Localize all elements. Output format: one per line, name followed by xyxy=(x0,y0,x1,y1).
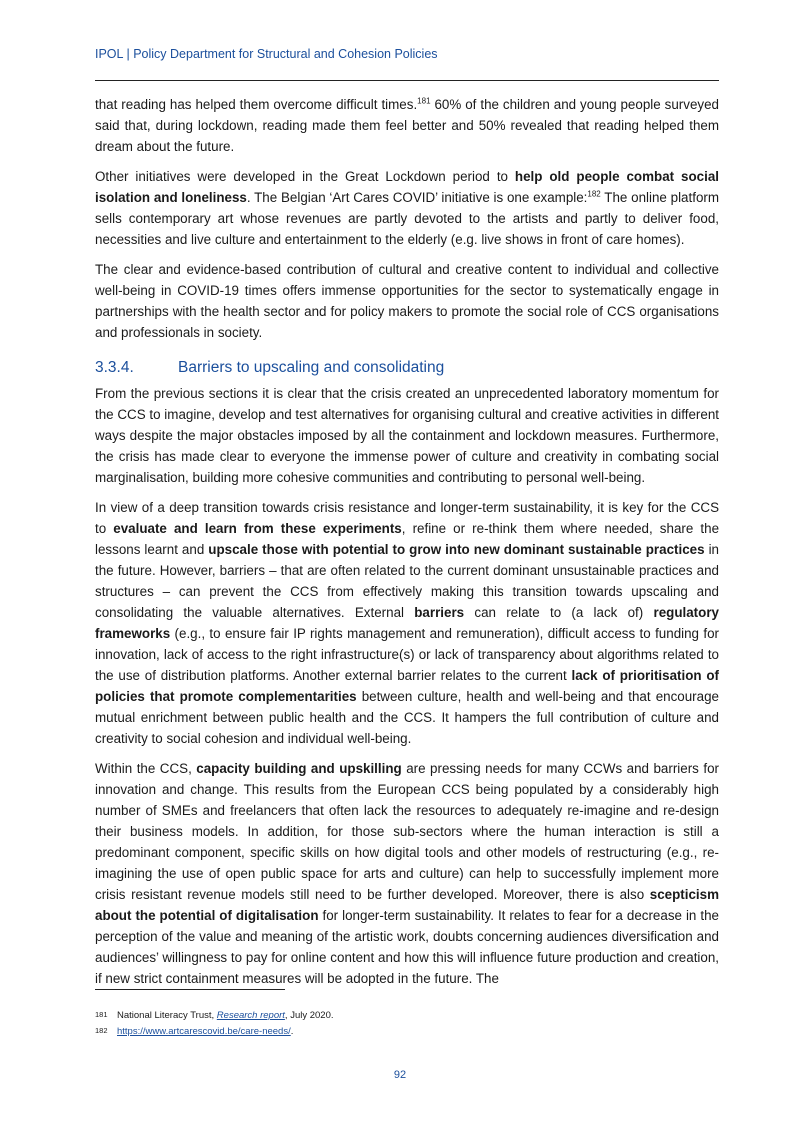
footnote-182: 182 https://www.artcarescovid.be/care-needs/. xyxy=(95,1024,334,1040)
section-number: 3.3.4. xyxy=(95,359,134,376)
main-body xyxy=(95,94,719,998)
paragraph-1: that reading has helped them overcome difficult times.$^{181}$ 60% of the children and young people surveyed said that, during lockdown, reading made them feel better and 50% revealed that reading helped them dream about the future. xyxy=(95,96,719,154)
section-title: Barriers to upscaling and consolidating xyxy=(178,359,445,376)
footnote-181: 181 National Literacy Trust, Research report, July 2020. xyxy=(95,1008,334,1024)
footnote-number: 181 xyxy=(95,1010,108,1019)
footnote-ref-181: 181 xyxy=(417,96,431,106)
header-divider xyxy=(95,80,719,81)
footnotes xyxy=(95,1008,334,1040)
paragraph-4: From the previous sections it is clear that the crisis created an unprecedented laboratory momentum for the CCS to imagine, develop and test alternatives for organising cultural and creative activities in different ways despite the major obstacles imposed by all the containment and lockdown measures. Furthermore, the crisis has made clear to everyone the immense power of culture and creativity in combating social marginalisation, building more cohesive communities and contributing to personal well-being. xyxy=(95,386,719,485)
paragraph-6: Within the CCS, capacity building and upskilling are pressing needs for many CCWs and barriers for innovation and change. This results from the European CCS being populated by a considerably high number of SMEs and freelancers that often lack the resources to adequately re-imagine and re-design their business models. In addition, for those sub-sectors where the human interaction is still a predominant component, specific skills on how digital tools and other models of restructuring (e.g., re-imagining the use of open public space for arts and culture) can help to successfully implement more crisis resistant revenue models still need to be further developed. Moreover, there is also scepticism about the potential of digitalisation for longer-term sustainability. It relates to fear for a decrease in the perception of the value and meaning of the artistic work, doubts concerning audiences diversification and audiences’ willingness to pay for online content and how this will influence future production and creation, if new strict containment measures will be adopted in the future. The xyxy=(95,761,719,986)
paragraph-2: Other initiatives were developed in the Great Lockdown period to help old people combat social isolation and loneliness. The Belgian ‘Art Cares COVID’ initiative is one example:$^{182}$ The online platform sells contemporary art whose revenues are partly devoted to the artists and partly to deliver food, necessities and live culture and entertainment to the elderly (e.g. live shows in front of care homes). xyxy=(95,169,719,247)
footnote-divider xyxy=(95,989,285,990)
footnote-ref-182: 182 xyxy=(587,189,601,199)
paragraph-3: The clear and evidence-based contribution of cultural and creative content to individual and collective well-being in COVID-19 times offers immense opportunities for the sector to systematically engage in partnerships with the health sector and for policy makers to promote the social role of CCS organisations and professionals in society. xyxy=(95,262,719,340)
footnote-number: 182 xyxy=(95,1026,108,1035)
page-number: 92 xyxy=(393,1069,407,1081)
research-report-link[interactable]: Research report xyxy=(216,1010,285,1021)
artcares-link[interactable]: https://www.artcarescovid.be/care-needs/ xyxy=(117,1026,291,1037)
page-header: IPOL | Policy Department for Structural and Cohesion Policies xyxy=(95,47,438,61)
section-heading xyxy=(95,357,719,379)
paragraph-5: In view of a deep transition towards crisis resistance and longer-term sustainability, it is key for the CCS to evaluate and learn from these experiments, refine or re-think them where needed, share the lessons learnt and upscale those with potential to grow into new dominant sustainable practices in the future. However, barriers – that are often related to the current dominant unsustainable practices and structures – can prevent the CCS from effectively making this transition towards upscaling and consolidating the valuable alternatives. External barriers can relate to (a lack of) regulatory frameworks (e.g., to ensure fair IP rights management and remuneration), difficult access to funding for innovation, lack of access to the right infrastructure(s) or lack of transparency about algorithms related to the use of distribution platforms. Another external barrier relates to the current lack of prioritisation of policies that promote complementarities between culture, health and well-being and that encourage mutual enrichment between public health and the CCS. It hampers the full contribution of culture and creativity to social cohesion and individual well-being. xyxy=(95,500,720,746)
